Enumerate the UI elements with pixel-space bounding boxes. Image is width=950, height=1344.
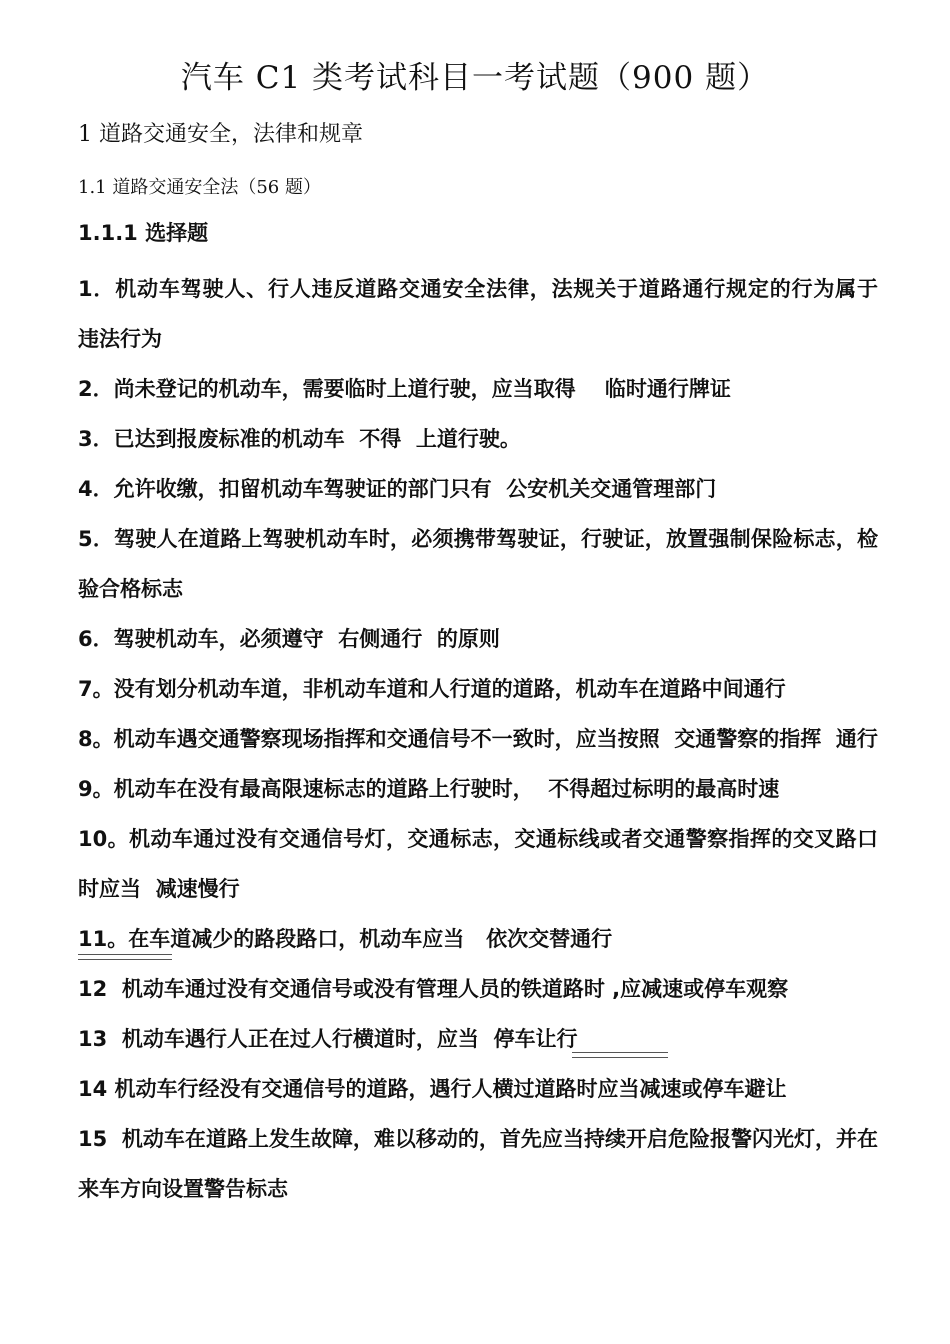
question-item: 9。机动车在没有最高限速标志的道路上行驶时， 不得超过标明的最高时速 (78, 777, 780, 801)
question-item: 11。在车道减少的路段路口，机动车应当 依次交替通行 (78, 927, 613, 951)
question-item: 3．已达到报废标准的机动车 不得 上道行驶。 (78, 427, 521, 451)
question-item: 10。机动车通过没有交通信号灯，交通标志，交通标线或者交通警察指挥的交叉路口时应当 减速慢行 (78, 827, 878, 901)
question-item: 2．尚未登记的机动车，需要临时上道行驶，应当取得 临时通行牌证 (78, 377, 731, 401)
page-title: 汽车 C1 类考试科目一考试题（900 题） (180, 60, 770, 96)
question-list (78, 264, 900, 1214)
subsubsection-heading: 1.1.1 选择题 (78, 221, 209, 245)
double-underline (572, 1052, 668, 1058)
subsection-heading: 1.1 道路交通安全法（56 题） (78, 177, 321, 198)
question-item: 1．机动车驾驶人、行人违反道路交通安全法律，法规关于道路通行规定的行为属于 违法行为 (78, 277, 900, 351)
question-item: 14 机动车行经没有交通信号的道路，遇行人横过道路时应当减速或停车避让 (78, 1077, 787, 1101)
question-item: 8。机动车遇交通警察现场指挥和交通信号不一致时，应当按照 交通警察的指挥 通行 (78, 727, 878, 751)
question-item: 7。没有划分机动车道，非机动车道和人行道的道路，机动车在道路中间通行 (78, 677, 786, 701)
double-underline (78, 954, 172, 960)
section-heading: 1 道路交通安全，法律和规章 (78, 122, 363, 147)
question-item: 4．允许收缴，扣留机动车驾驶证的部门只有 公安机关交通管理部门 (78, 477, 717, 501)
question-item: 13 机动车遇行人正在过人行横道时，应当 停车让行 (78, 1027, 578, 1051)
question-item: 6．驾驶机动车，必须遵守 右侧通行 的原则 (78, 627, 500, 651)
question-item: 15 机动车在道路上发生故障，难以移动的，首先应当持续开启危险报警闪光灯，并在来车方向设置警告标志 (78, 1127, 878, 1201)
question-item: 12 机动车通过没有交通信号或没有管理人员的铁道路时 ,应减速或停车观察 (78, 977, 789, 1001)
question-item: 5．驾驶人在道路上驾驶机动车时，必须携带驾驶证，行驶证，放置强制保险标志，检验合格标志 (78, 527, 878, 601)
